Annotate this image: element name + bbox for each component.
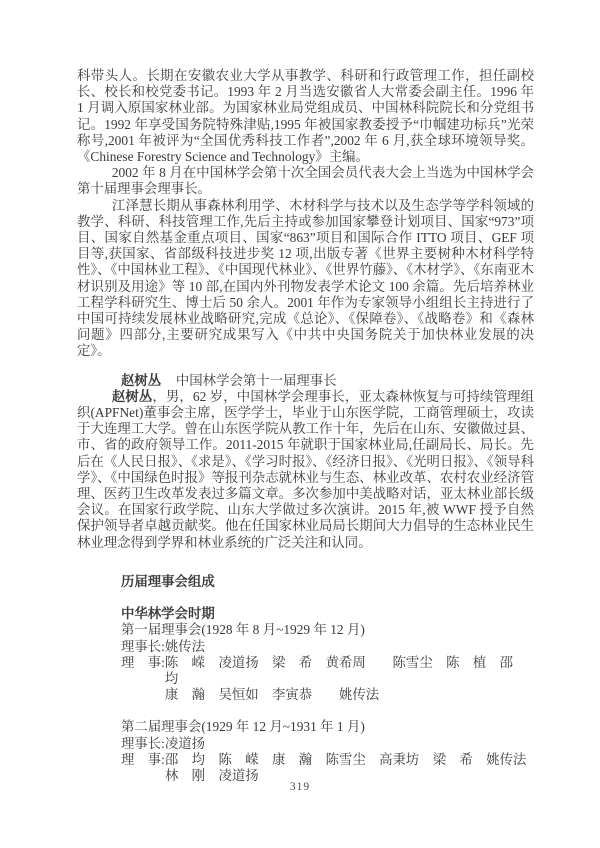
council-block-second (121, 719, 534, 784)
members-names (165, 752, 527, 784)
bio-text: ，男，62 岁，中国林学会理事长，亚太森林恢复与可持续管理组织(APFNet)董事会主席，医学学士，毕业于山东医学院，工商管理硕士，攻读于大连理工大学。曾在山东医学院从教工作十年，先后在山东、安徽做过县、市、省的政府领导工作。2011-2015 年就职于国家林业局,任副局长、局长。先后在《人民日报》、《求是》、《学习时报》、《经济日报》、《光明日报》、《领导科学》、《中国绿色时报》等报刊杂志就林业与生态、林业改革、农村农业经济管理、医药卫生改革发表过多篇文章。多次参加中美战略对话，亚太林业部长级会议。在国家行政学院、山东大学做过多次演讲。2015 年,被 WWF 授予自然保护领导者卓越贡献奖。他在任国家林业局局长期间大力倡导的生态林业民生林业理念得到学界和林业系统的广泛关注和认同。 (77, 388, 534, 550)
heading-council-history: 历届理事会组成 (121, 573, 215, 589)
members-names (165, 655, 534, 704)
heading-period-chinese-forestry-society: 中华林学会时期 (121, 606, 215, 622)
bio-lead-name: 赵树丛 (111, 388, 153, 404)
chair-name: 凌道扬 (164, 735, 206, 751)
page-content (77, 68, 534, 784)
members-line: 陈 嵘 凌道扬 梁 希 黄希周 陈雪尘 陈 植 邵 均 (164, 654, 527, 686)
paragraph-jiang-achievements: 江泽慧长期从事森林利用学、木材科学与技术以及生态学等学科领域的教学、科研、科技管理工作,先后主持或参加国家攀登计划项目、国家“973”项目、国家自然基金重点项目、国家“863”项目和国际合作 ITTO 项目、GEF 项目等,获国家、省部级科技进步奖 12 项,出版专著《世界主要树种木材科学特性》、《中国林业工程》、《中国现代林业》、《世界竹藤》、《木材学》、《东南亚木材识别及用途》等 10 部,在国内外刊物发表学术论文 100 余篇。先后培养林业工程学科研究生、博士后 50 余人。2001 年作为专家领导小组组长主持进行了中国可持续发展林业战略研究,完成《总论》、《保障卷》、《战略卷》和《森林问题》四部分,主要研究成果写入《中共中央国务院关于加快林业发展的决定》。 (77, 197, 534, 359)
members-line: 邵 均 陈 嵘 康 瀚 陈雪尘 高秉坊 梁 希 姚传法 (164, 751, 527, 767)
council-chair-row (121, 639, 534, 655)
members-line: 康 瀚 吴恒如 李寅恭 姚传法 (164, 687, 380, 703)
paragraph-jiang-bio-continued: 科带头人。长期在安徽农业大学从事教学、科研和行政管理工作，担任副校长、校长和校党委书记。1993 年 2 月当选安徽省人大常委会副主任。1996 年 1 月调入原国家林业部。为国家林业局党组成员、中国林科院院长和分党组书记。1992 年享受国务院特殊津贴,1995 年被国家教委授予“巾帼建功标兵”光荣称号,2001 年被评为“全国优秀科技工作者”,2002 年 6 月,获全球环境领导奖。《Chinese Forestry Science and Technology》主编。 (77, 68, 534, 165)
council-chair-row (121, 736, 534, 752)
chair-label: 理事长: (121, 735, 165, 751)
council-title: 第二届理事会(1929 年 12 月~1931 年 1 月) (121, 719, 365, 735)
chair-name: 姚传法 (164, 638, 206, 654)
council-members-row (121, 752, 534, 784)
page-number: 319 (289, 781, 311, 793)
members-label: 理 事: (121, 751, 165, 767)
council-history-section (77, 606, 534, 784)
members-label: 理 事: (121, 654, 165, 670)
person-name: 赵树丛 (121, 372, 162, 388)
section-heading-zhao (77, 373, 534, 389)
council-members-row (121, 655, 534, 704)
person-title: 中国林学会第十一届理事长 (175, 372, 337, 388)
chair-label: 理事长: (121, 638, 165, 654)
paragraph-jiang-election: 2002 年 8 月在中国林学会第十次全国会员代表大会上当选为中国林学会第十届理事会理事长。 (77, 165, 534, 197)
council-block-first (121, 622, 534, 703)
members-line: 林 刚 凌道扬 (164, 767, 259, 783)
council-title: 第一届理事会(1928 年 8 月~1929 年 12 月) (121, 622, 365, 638)
paragraph-zhao-bio (77, 389, 534, 551)
